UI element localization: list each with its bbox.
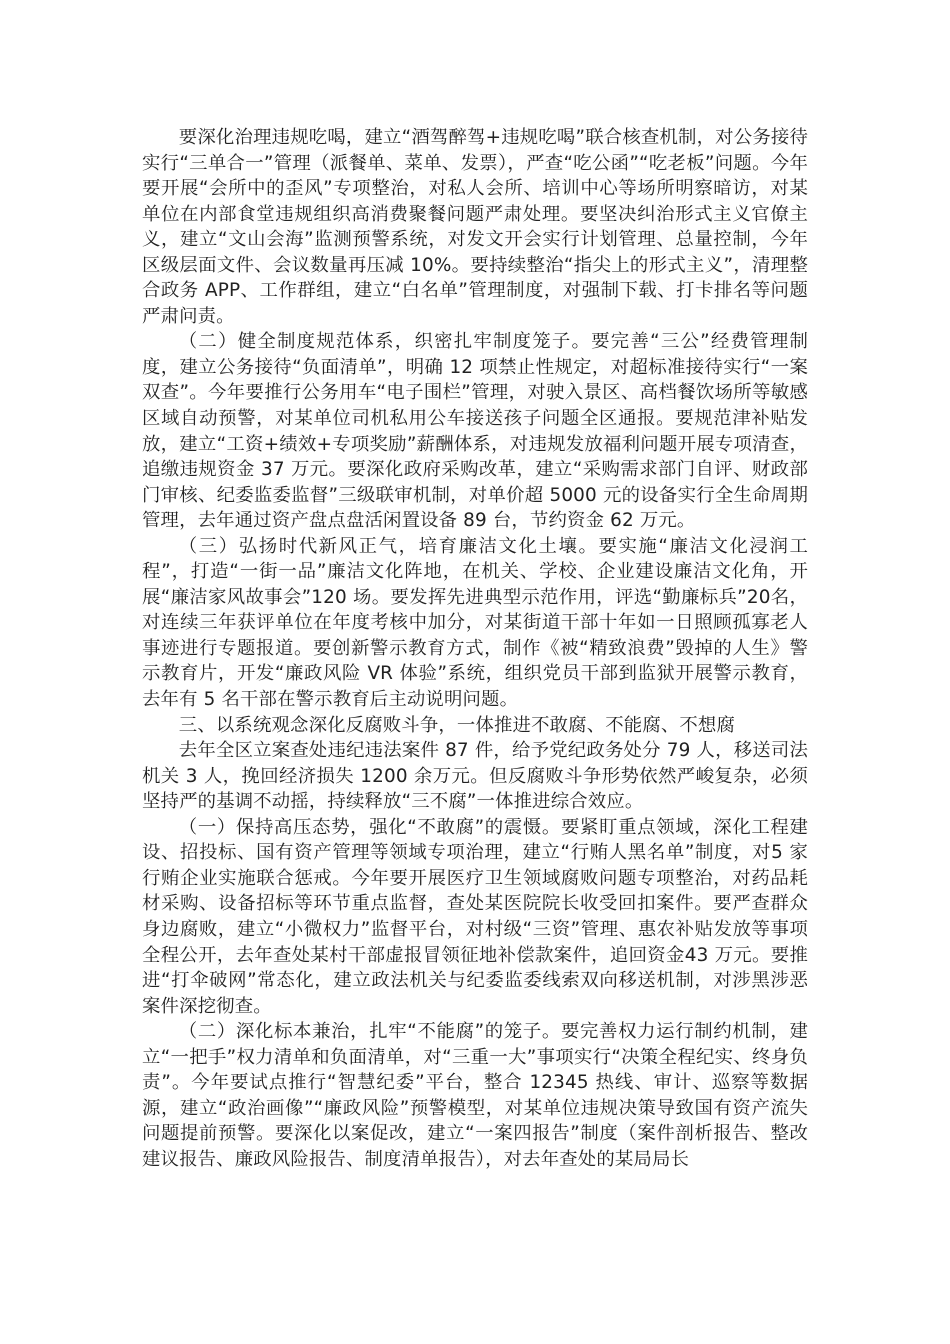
paragraph-integrity-culture: （三）弘扬时代新风正气，培育廉洁文化土壤。要实施“廉洁文化浸润工程”，打造“一街一品”廉洁文化阵地，在机关、学校、企业建设廉洁文化角，开展“廉洁家风故事会”120 场。要发挥先进典型示范作用，评选“勤廉标兵”20名，对连续三年获评单位在年度考核中加分，对某街道干部十年如一日照顾孤寡老人事迹进行专题报道。要创新警示教育方式，制作《被“精致浪费”毁掉的人生》警示教育片，开发“廉政风险 VR 体验”系统，组织党员干部到监狱开展警示教育，去年有 5 名干部在警示教育后主动说明问题。 <box>142 535 808 711</box>
section-heading-anti-corruption: 三、以系统观念深化反腐败斗争，一体推进不敢腐、不能腐、不想腐 <box>178 714 736 736</box>
paragraph-discipline-dining: 要深化治理违规吃喝，建立“酒驾醉驾+违规吃喝”联合核查机制，对公务接待实行“三单合一”管理（派餐单、菜单、发票），严查“吃公函”“吃老板”问题。今年要开展“会所中的歪风”专项整治，对私人会所、培训中心等场所明察暗访，对某单位在内部食堂违规组织高消费聚餐问题严肃处理。要坚决纠治形式主义官僚主义，建立“文山会海”监测预警系统，对发文开会实行计划管理、总量控制，今年区级层面文件、会议数量再压减 10%。要持续整治“指尖上的形式主义”，清理整合政务 APP、工作群组，建立“白名单”管理制度，对强制下载、打卡排名等问题严肃问责。 <box>142 127 808 327</box>
paragraph-institution-system: （二）健全制度规范体系，织密扎牢制度笼子。要完善“三公”经费管理制度，建立公务接待“负面清单”，明确 12 项禁止性规定，对超标准接待实行“一案双查”。今年要推行公务用车“电子围栏”管理，对驶入景区、高档餐饮场所等敏感区域自动预警，对某单位司机私用公车接送孩子问题全区通报。要规范津补贴发放，建立“工资+绩效+专项奖励”薪酬体系，对违规发放福利问题开展专项清查，追缴违规资金 37 万元。要深化政府采购改革，建立“采购需求部门自评、财政部门审核、纪委监委监督”三级联审机制，对单价超 5000 元的设备实行全生命周期管理，去年通过资产盘点盘活闲置设备 89 台，节约资金 62 万元。 <box>142 331 808 532</box>
paragraph-case-statistics: 去年全区立案查处违纪违法案件 87 件，给予党纪政务处分 79 人，移送司法机关 3 人，挽回经济损失 1200 余万元。但反腐败斗争形势依然严峻复杂，必须坚持严的基调不动摇，持续释放“三不腐”一体推进综合效应。 <box>142 740 808 813</box>
paragraph-high-pressure: （一）保持高压态势，强化“不敢腐”的震慑。要紧盯重点领域，深化工程建设、招投标、国有资产管理等领域专项治理，建立“行贿人黑名单”制度，对5 家行贿企业实施联合惩戒。今年要开展医疗卫生领域腐败问题专项整治，对药品耗材采购、设备招标等环节重点监督，查处某医院院长收受回扣案件。要严查群众身边腐败，建立“小微权力”监督平台，对村级“三资”管理、惠农补贴发放等事项全程公开，去年查处某村干部虚报冒领征地补偿款案件，追回资金43 万元。要推进“打伞破网”常态化，建立政法机关与纪委监委线索双向移送机制，对涉黑涉恶案件深挖彻查。 <box>142 816 808 1017</box>
paragraph-root-causes: （二）深化标本兼治，扎牢“不能腐”的笼子。要完善权力运行制约机制，建立“一把手”权力清单和负面清单，对“三重一大”事项实行“决策全程纪实、终身负责”。今年要试点推行“智慧纪委”平台，整合 12345 热线、审计、巡察等数据源，建立“政治画像”“廉政风险”预警模型，对某单位违规决策导致国有资产流失问题提前预警。要深化以案促改，建立“一案四报告”制度（案件剖析报告、整改建议报告、廉政风险报告、制度清单报告），对去年查处的某局局长 <box>142 1021 808 1170</box>
document-body <box>142 125 808 1172</box>
